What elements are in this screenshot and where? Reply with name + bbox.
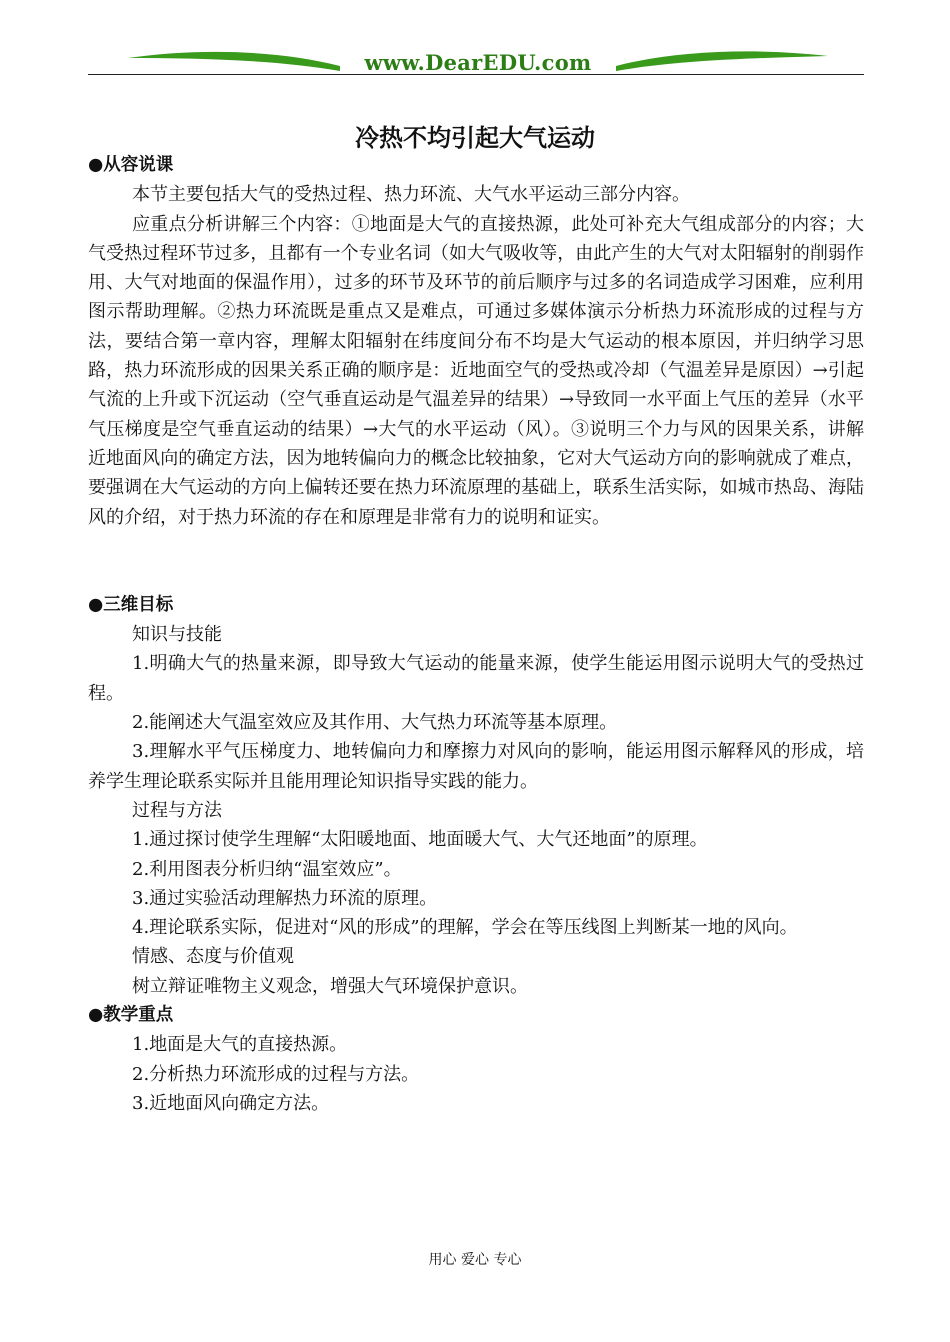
subheading-knowledge: 知识与技能 bbox=[132, 624, 222, 646]
page-footer: 用心 爱心 专心 bbox=[428, 1252, 522, 1268]
subheading-process: 过程与方法 bbox=[132, 799, 222, 821]
attitude-text: 树立辩证唯物主义观念，增强大气环境保护意识。 bbox=[132, 975, 528, 997]
section-spacer bbox=[88, 532, 864, 591]
knowledge-item: 1.明确大气的热量来源，即导致大气运动的能量来源，使学生能运用图示说明大气的受热过程。 bbox=[88, 653, 864, 704]
section-heading-goals: ●三维目标 bbox=[88, 594, 174, 615]
process-item: 4.理论联系实际，促进对“风的形成”的理解，学会在等压线图上判断某一地的风向。 bbox=[132, 917, 798, 939]
process-item: 2.利用图表分析归纳“温室效应”。 bbox=[132, 858, 402, 880]
process-item: 3.通过实验活动理解热力环流的原理。 bbox=[132, 887, 438, 909]
intro-paragraph-1: 本节主要包括大气的受热过程、热力环流、大气水平运动三部分内容。 bbox=[132, 184, 690, 206]
page-header bbox=[88, 42, 864, 82]
document-body bbox=[88, 151, 864, 1118]
section-heading-intro: ●从容说课 bbox=[88, 155, 174, 175]
intro-paragraph-2: 应重点分析讲解三个内容：①地面是大气的直接热源，此处可补充大气组成部分的内容；大气受热过程环节过多，且都有一个专业名词（如大气吸收等，由此产生的大气对太阳辐射的削弱作用、大气对地面的保温作用），过多的环节及环节的前后顺序与过多的名词造成学习困难，应利用图示帮助理解。②热力环流既是重点又是难点，可通过多媒体演示分析热力环流形成的过程与方法，要结合第一章内容，理解太阳辐射在纬度间分布不均是大气运动的根本原因，并归纳学习思路，热力环流形成的因果关系正确的顺序是：近地面空气的受热或冷却（气温差异是原因）→引起气流的上升或下沉运动（空气垂直运动是气温差异的结果）→导致同一水平面上气压的差异（水平气压梯度是空气垂直运动的结果）→大气的水平运动（风）。③说明三个力与风的因果关系，讲解近地面风向的确定方法，因为地转偏向力的概念比较抽象，它对大气运动方向的影响就成了难点，要强调在大气运动的方向上偏转还要在热力环流原理的基础上，联系生活实际，如城市热岛、海陆风的介绍，对于热力环流的存在和原理是非常有力的说明和证实。 bbox=[88, 213, 864, 528]
process-item: 1.通过探讨使学生理解“太阳暖地面、地面暖大气、大气还地面”的原理。 bbox=[132, 829, 708, 851]
knowledge-item: 3.理解水平气压梯度力、地转偏向力和摩擦力对风向的影响，能运用图示解释风的形成，培养学生理论联系实际并且能用理论知识指导实践的能力。 bbox=[88, 741, 864, 792]
document-title: 冷热不均引起大气运动 bbox=[355, 123, 595, 152]
keypoint-item: 3.近地面风向确定方法。 bbox=[132, 1092, 330, 1114]
keypoint-item: 1.地面是大气的直接热源。 bbox=[132, 1034, 348, 1056]
section-heading-keypoints: ●教学重点 bbox=[88, 1005, 174, 1026]
knowledge-item: 2.能阐述大气温室效应及其作用、大气热力环流等基本原理。 bbox=[132, 712, 618, 734]
keypoint-item: 2.分析热力环流形成的过程与方法。 bbox=[132, 1063, 420, 1085]
subheading-attitude: 情感、态度与价值观 bbox=[132, 946, 294, 968]
site-logo-text[interactable]: www.DearEDU.com bbox=[364, 50, 592, 75]
